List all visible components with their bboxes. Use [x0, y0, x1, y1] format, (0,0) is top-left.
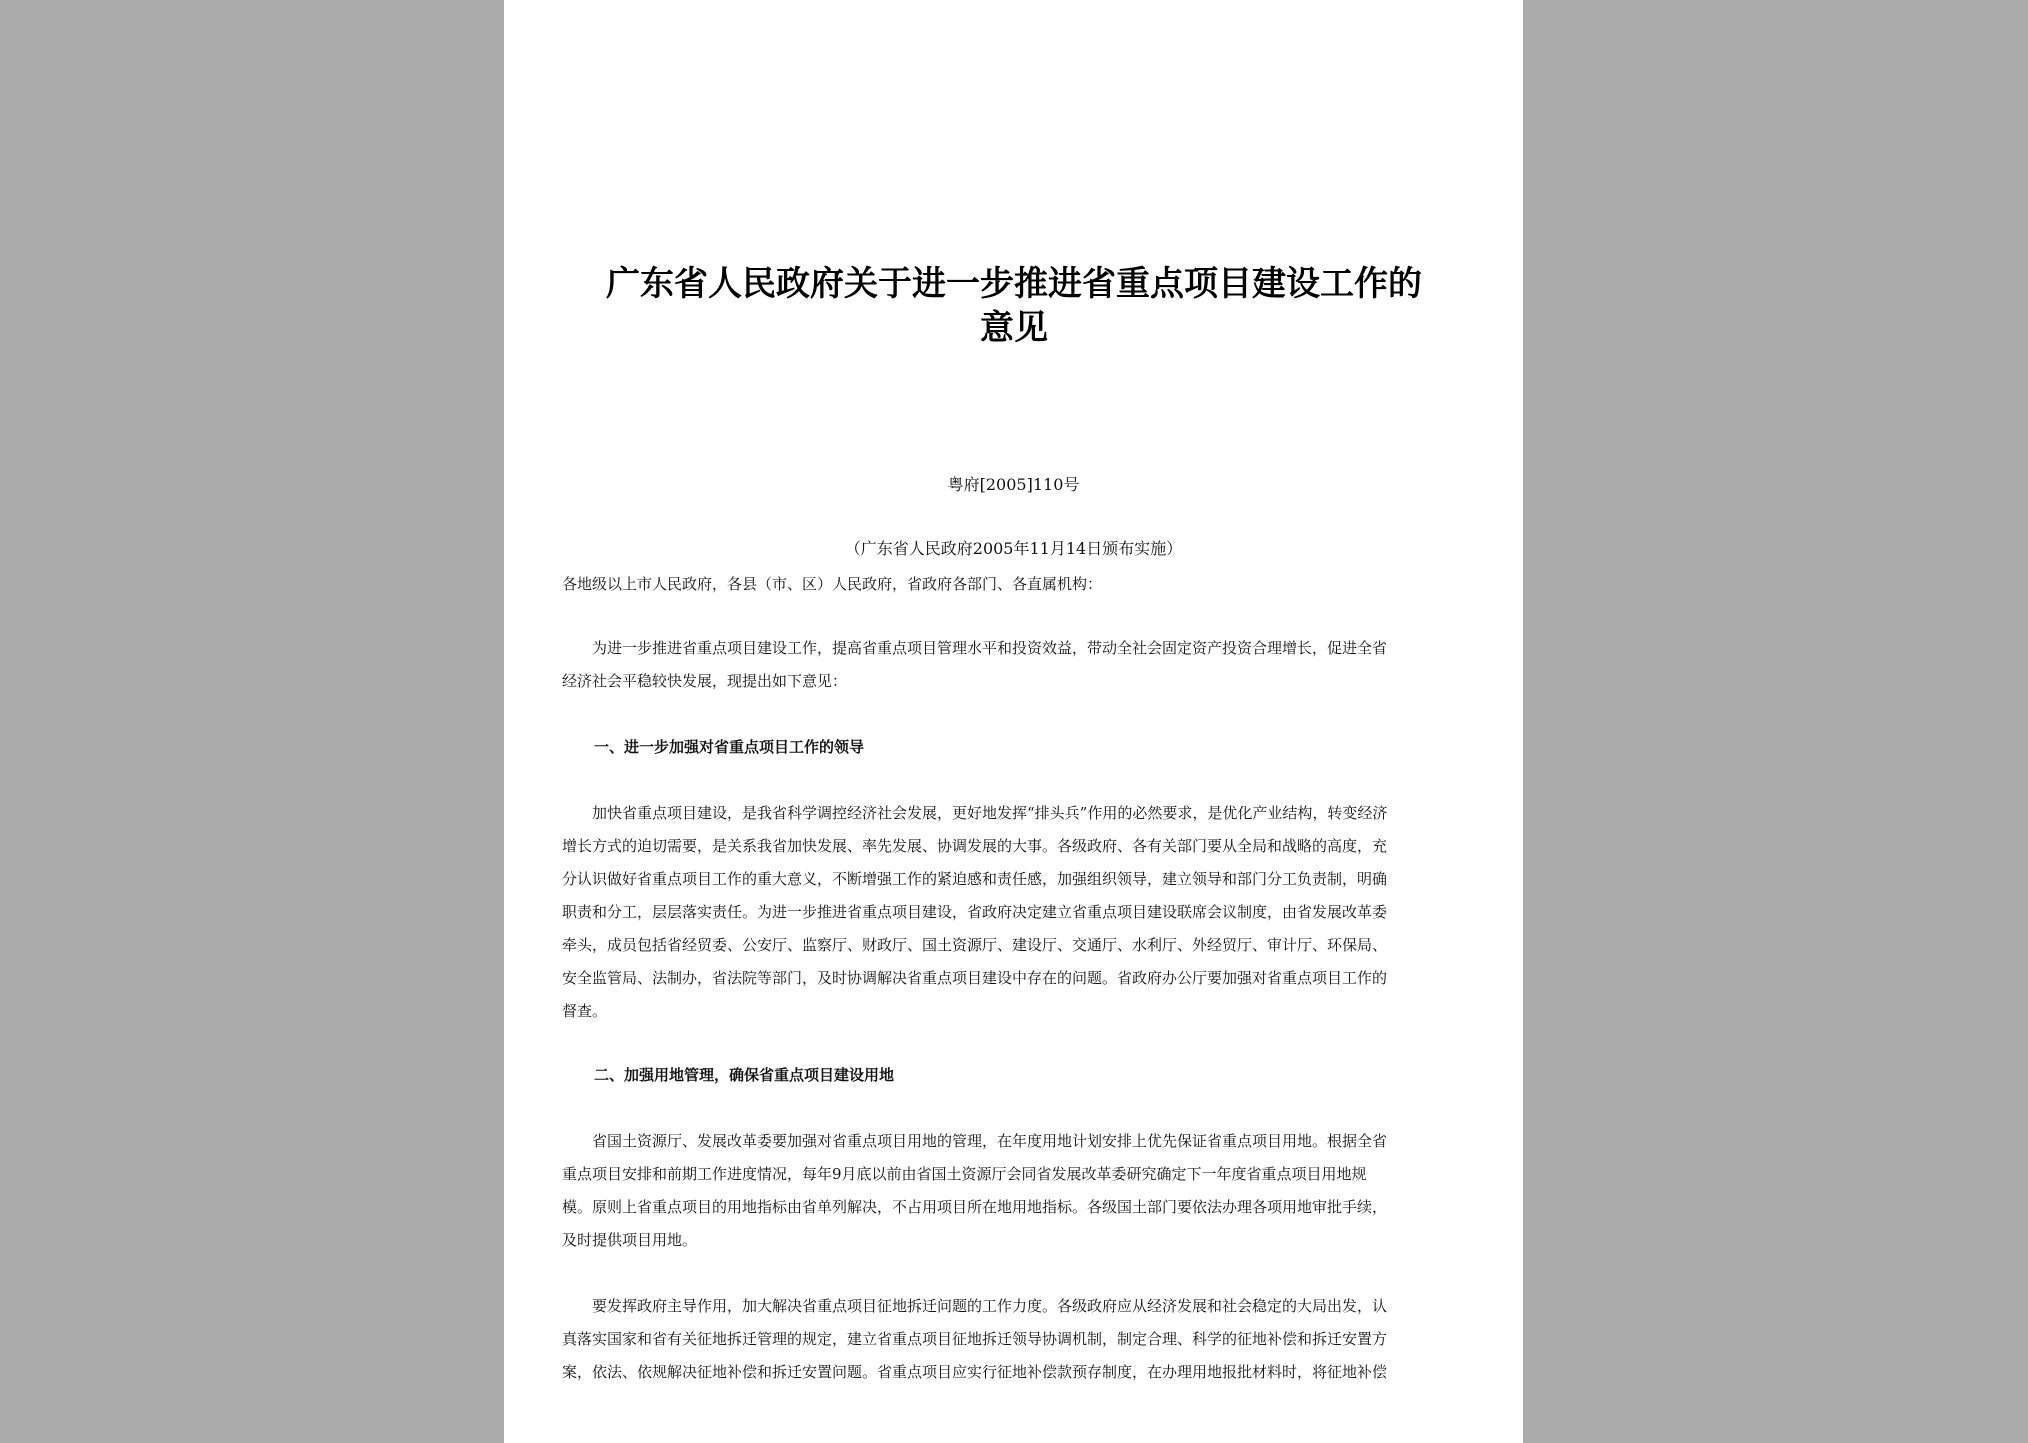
- issue-note: （广东省人民政府2005年11月14日颁布实施）: [844, 539, 1183, 558]
- intro-paragraph: 为进一步推进省重点项目建设工作，提高省重点项目管理水平和投资效益，带动全社会固定资产投资合理增长，促进全省 经济社会平稳较快发展，现提出如下意见：: [562, 639, 1388, 690]
- section-1-paragraph: 加快省重点项目建设，是我省科学调控经济社会发展，更好地发挥“排头兵”作用的必然要求，是优化产业结构，转变经济 增长方式的迫切需要，是关系我省加快发展、率先发展、协调发展的大事。各级政府、各有关部门要从全局和战略的高度，充 分认识做好省重点项目工作的重大意义，不断增强工作的紧迫感和责任感，加强组织领导，建立领导和部门分工负责制，明确 职责和分工，层层落实责任。为进一步推进省重点项目建设，省政府决定建立省重点项目建设联席会议制度，由省发展改革委 牵头，成员包括省经贸委、公安厅、监察厅、财政厅、国土资源厅、建设厅、交通厅、水利厅、外经贸厅、审计厅、环保局、 安全监管局、法制办，省法院等部门，及时协调解决省重点项目建设中存在的问题。省政府办公厅要加强对省重点项目工作的 督查。: [562, 804, 1388, 1020]
- section-1-heading: 一、进一步加强对省重点项目工作的领导: [594, 738, 865, 756]
- page-title: 广东省人民政府关于进一步推进省重点项目建设工作的 意见: [606, 264, 1422, 348]
- salutation: 各地级以上市人民政府，各县（市、区）人民政府，省政府各部门、各直属机构：: [562, 575, 1103, 593]
- section-2-paragraph-2: 要发挥政府主导作用，加大解决省重点项目征地拆迁问题的工作力度。各级政府应从经济发展和社会稳定的大局出发，认 真落实国家和省有关征地拆迁管理的规定，建立省重点项目征地拆迁领导协调机制，制定合理、科学的征地补偿和拆迁安置方 案，依法、依规解决征地补偿和拆迁安置问题。省重点项目应实行征地补偿款预存制度，在办理用地报批材料时，将征地补偿: [562, 1297, 1388, 1381]
- section-2-heading: 二、加强用地管理，确保省重点项目建设用地: [594, 1066, 895, 1084]
- document-page: [504, 0, 1523, 1443]
- document-number: 粤府[2005]110号: [947, 475, 1080, 494]
- section-2-paragraph-1: 省国土资源厅、发展改革委要加强对省重点项目用地的管理，在年度用地计划安排上优先保证省重点项目用地。根据全省 重点项目安排和前期工作进度情况，每年9月底以前由省国土资源厅会同省发展改革委研究确定下一年度省重点项目用地规 模。原则上省重点项目的用地指标由省单列解决，不占用项目所在地用地指标。各级国土部门要依法办理各项用地审批手续， 及时提供项目用地。: [562, 1132, 1388, 1249]
